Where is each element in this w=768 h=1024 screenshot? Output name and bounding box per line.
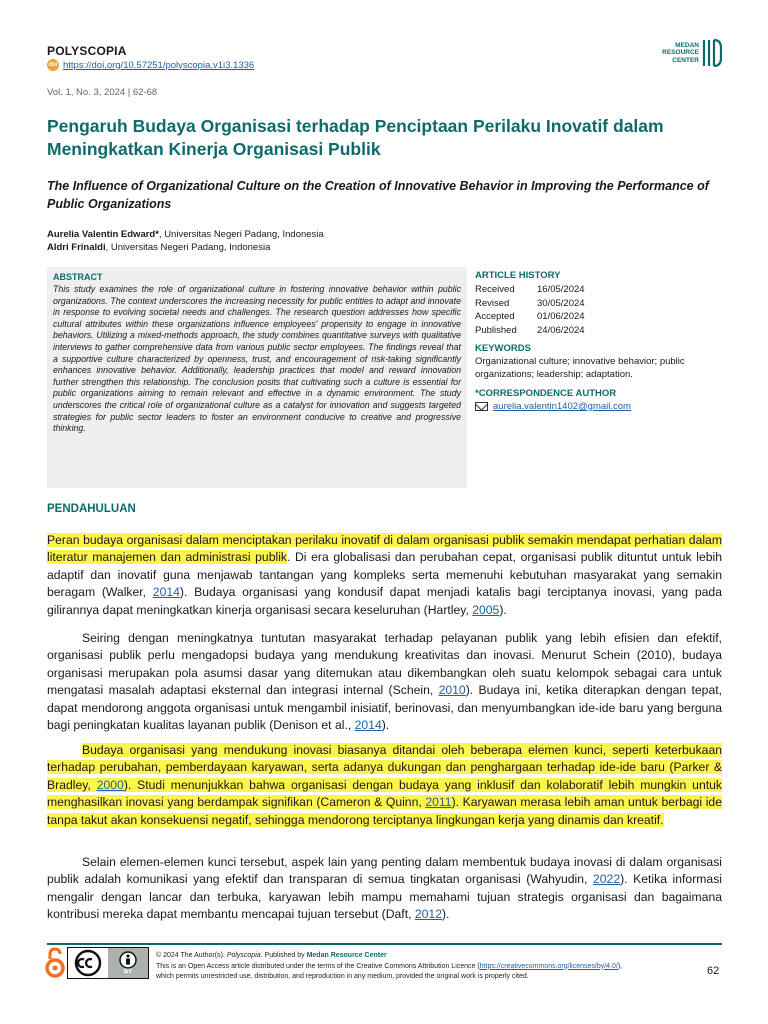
- doi-row: [47, 59, 254, 71]
- citation-link[interactable]: 2005: [472, 602, 500, 617]
- logo-mark-icon: [702, 36, 722, 70]
- envelope-icon: [475, 402, 488, 411]
- section-heading: PENDAHULUAN: [47, 503, 136, 515]
- keywords-heading: KEYWORDS: [475, 343, 531, 355]
- journal-name: POLYSCOPIA: [47, 44, 127, 58]
- citation-link[interactable]: 2010: [438, 683, 466, 698]
- cc-by-badge[interactable]: [67, 947, 149, 979]
- paragraph-3: Budaya organisasi yang mendukung inovasi biasanya ditandai oleh beberapa elemen kunci, seperti keterbukaan terhadap perubahan, pemberdayaan karyawan, serta adanya dukungan dan penghargaan terhadap ide-ide baru (Parker & Bradley, 2000). Studi menunjukkan bahwa organisasi dengan budaya yang inklusif dan kolaboratif lebih mungkin untuk menghasilkan inovasi yang berdampak signifikan (Cameron & Quinn, 2011). Karyawan merasa lebih aman untuk berbagi ide tanpa takut akan konsekuensi negatif, sehingga mendorong terciptanya lingkungan kerja yang dinamis dan kreatif.: [47, 743, 722, 827]
- license-link[interactable]: https://creativecommons.org/licenses/by/4.0/: [479, 962, 618, 970]
- citation-link[interactable]: 2012: [414, 907, 442, 922]
- citation-link[interactable]: 2000: [96, 777, 124, 792]
- doi-link[interactable]: https://doi.org/10.57251/polyscopia.v1i3.1336: [63, 59, 255, 71]
- page-number: 62: [707, 965, 720, 977]
- citation-link[interactable]: 2011: [425, 795, 452, 810]
- publisher-logo: [662, 36, 722, 70]
- doi-icon: doi: [47, 59, 59, 71]
- paragraph-1: Peran budaya organisasi dalam menciptakan perilaku inovatif di dalam organisasi publik semakin mendapat perhatian dalam literatur manajemen dan administrasi publik. Di era globalisasi dan perubahan cepat, organisasi publik dituntut untuk lebih adaptif dan inovatif guna menjawab tantangan yang kompleks serta memenuhi kebutuhan masyarakat yang semakin beragam (Walker, 2014). Budaya organisasi yang kondusif dapat menjadi katalis bagi terciptanya inovasi, yang pada gilirannya dapat meningkatkan kinerja organisasi secara keseluruhan (Hartley, 2005).: [47, 533, 722, 617]
- english-title: The Influence of Organizational Culture on the Creation of Innovative Behavior in Improving the Performance of Public Organizations: [47, 179, 709, 211]
- citation-link[interactable]: 2014: [152, 585, 180, 600]
- abstract-box: [47, 267, 467, 488]
- correspondence-email[interactable]: aurelia.valentin1402@gmail.com: [493, 400, 631, 412]
- paragraph-2: Seiring dengan meningkatnya tuntutan masyarakat terhadap pelayanan publik yang lebih efisien dan efektif, organisasi publik perlu mengadopsi budaya yang mendukung kreativitas dan inovasi. Menurut Schein (2010), budaya organisasi merupakan pola asumsi dasar yang ditemukan atau dikembangkan oleh suatu kelompok sebagai cara untuk mengatasi masalah adaptasi eksternal dan integrasi internal (Schein, 2010). Budaya ini, ketika diterapkan dengan tepat, dapat mendorong anggota organisasi untuk mengambil inisiatif, berinovasi, dan menyumbangkan ide-ide baru yang berguna bagi peningkatan kualitas layanan publik (Denison et al., 2014).: [47, 631, 722, 733]
- article-info: [475, 270, 725, 412]
- citation-link[interactable]: 2014: [354, 718, 382, 733]
- footer-divider: [47, 943, 722, 945]
- article-history-heading: ARTICLE HISTORY: [475, 270, 561, 281]
- citation-link[interactable]: 2022: [592, 872, 621, 887]
- correspondence-heading: *CORRESPONDENCE AUTHOR: [475, 387, 617, 399]
- license-text: © 2024 The Author(s). Polyscopia. Published by Medan Resource Center This is an Open Access article distributed under the terms of the Creative Commons Attribution Licence (https://creativecommons.org/licenses/by/4.0/), which permits unrestricted use, distribution, and reproduction in any medium, provided the original work is properly cited.: [156, 952, 623, 980]
- author-2: Aldri Frinaldi, Universitas Negeri Padang, Indonesia: [47, 242, 271, 253]
- article-history: Received 16/05/2024 Revised 30/05/2024 Accepted 01/06/2024 Published 24/06/2024: [475, 284, 585, 336]
- cc-icon: [68, 948, 108, 978]
- open-access-icon: [44, 946, 66, 980]
- author-1: Aurelia Valentin Edward*, Universitas Negeri Padang, Indonesia: [47, 229, 324, 240]
- keywords-text: Organizational culture; innovative behavior; public organizations; leadership; adaptation.: [475, 356, 685, 381]
- abstract-heading: ABSTRACT: [53, 272, 103, 282]
- article-title: Pengaruh Budaya Organisasi terhadap Penciptaan Perilaku Inovatif dalam Meningkatkan Kinerja Organisasi Publik: [47, 116, 664, 159]
- paragraph-4: Selain elemen-elemen kunci tersebut, aspek lain yang penting dalam membentuk budaya inovasi di dalam organisasi publik adalah komunikasi yang efektif dan transparan di semua tingkatan organisasi (Wahyudin, 2022). Ketika informasi mengalir dengan lancar dan terbuka, karyawan lebih mampu memahami tujuan strategis organisasi dan bagaimana kontribusi mereka dapat membantu mencapai tujuan tersebut (Daft, 2012).: [47, 855, 722, 922]
- logo-text: MEDAN RESOURCE CENTER: [662, 41, 699, 64]
- abstract-text: This study examines the role of organizational culture in fostering innovative behavior within public organizations. The context underscores the increasing necessity for public entities to adapt and innovate in response to evolving societal needs and challenges. The research question addresses how specific cultural attributes within these organizations influence employees' propensity to engage in innovative behaviors. Utilizing a mixed-methods approach, the study combines quantitative surveys with qualitative interviews to gather comprehensive data from various public sector employees. The findings reveal that a supportive culture characterized by openness, trust, and encouragement of risk-taking significantly enhances innovative behavior. Additionally, leadership practices that model and reward innovation further strengthen this relationship. The conclusion posits that cultivating such a culture is essential for public organizations aiming to remain relevant and effective in a dynamic environment. The study underscores the critical role of organizational culture as a catalyst for innovation and suggests targeted strategies for public sector leaders to foster an environment conducive to creative and progressive thinking.: [53, 284, 461, 434]
- volume-info: Vol. 1, No. 3, 2024 | 62-68: [47, 87, 158, 98]
- correspondence-email-row: [475, 401, 725, 412]
- by-icon: BY: [108, 948, 148, 978]
- authors: [47, 228, 324, 254]
